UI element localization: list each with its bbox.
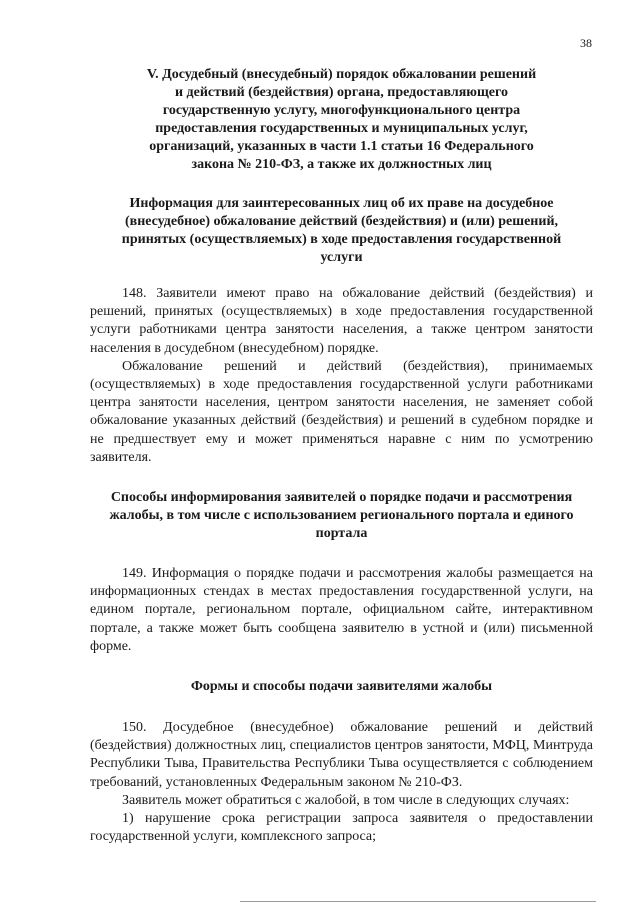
paragraph-149: 149. Информация о порядке подачи и рассмотрения жалобы размещается на информационных стендах в местах предоставления государственной услуги, на едином портале, региональном портале, официальном сайте, интерактивном портале, а также может быть сообщена заявителю в устной и (или) письменной форме. — [90, 566, 593, 654]
paragraph-148-continued: Обжалование решений и действий (бездействия), принимаемых (осуществляемых) в ходе предоставления государственной услуги работниками центра занятости населения, центром занятости населения, не заменяет собой обжалование указанных действий (бездействия) и решений в судебном порядке и не предшествует ему и может применяться наравне с ним по усмотрению заявителя. — [90, 358, 593, 465]
subheading-line: Информация для заинтересованных лиц об их праве на досудебное — [129, 196, 554, 211]
subheading-informing-methods — [90, 489, 593, 543]
section-title-line: закона № 210-ФЗ, а также их должностных лиц — [191, 157, 492, 172]
subheading-complaint-forms: Формы и способы подачи заявителями жалобы — [190, 679, 493, 695]
page-bottom-rule — [240, 901, 596, 902]
list-item-1: 1) нарушение срока регистрации запроса заявителя о предоставлении государственной услуги, комплексного запроса; — [90, 811, 593, 845]
subheading-line: жалобы, в том числе с использованием регионального портала и единого — [109, 508, 574, 524]
subheading-line: принятых (осуществляемых) в ходе предоставления государственной — [121, 232, 562, 247]
page-number: 38 — [580, 36, 592, 50]
subheading-line: портала — [315, 526, 368, 542]
paragraph-148: 148. Заявители имеют право на обжалование действий (бездействия) и решений, принятых (осуществляемых) в ходе предоставления государственной услуги работниками центра занятости населения, а также центром занятости населения в досудебном (внесудебном) порядке. — [90, 286, 593, 356]
section-title-line: и действий (бездействия) органа, предоставляющего — [174, 85, 509, 100]
section-title-line: государственную услугу, многофункционального центра — [162, 103, 521, 118]
subheading-line: (внесудебное) обжалование действий (бездействия) и (или) решений, — [124, 214, 559, 229]
section-title-line: предоставления государственных и муниципальных услуг, — [155, 121, 528, 136]
section-title-line: V. Досудебный (внесудебный) порядок обжаловании решений — [146, 67, 537, 82]
subheading-line: услуги — [320, 250, 363, 265]
paragraph-150: 150. Досудебное (внесудебное) обжалование решений и действий (бездействия) должностных лиц, специалистов центров занятости, МФЦ, Минтруда Республики Тыва, Правительства Республики Тыва осуществляется с соблюдением требований, установленных Федеральным законом № 210-ФЗ. — [90, 720, 593, 790]
section-title-line: организаций, указанных в части 1.1 статьи 16 Федерального — [149, 139, 534, 154]
subheading-appeal-rights — [90, 195, 593, 267]
paragraph-150-continued: Заявитель может обратиться с жалобой, в том числе в следующих случаях: — [122, 792, 570, 808]
subheading-line: Способы информирования заявителей о порядке подачи и рассмотрения — [110, 490, 573, 506]
section-title — [90, 0, 593, 174]
